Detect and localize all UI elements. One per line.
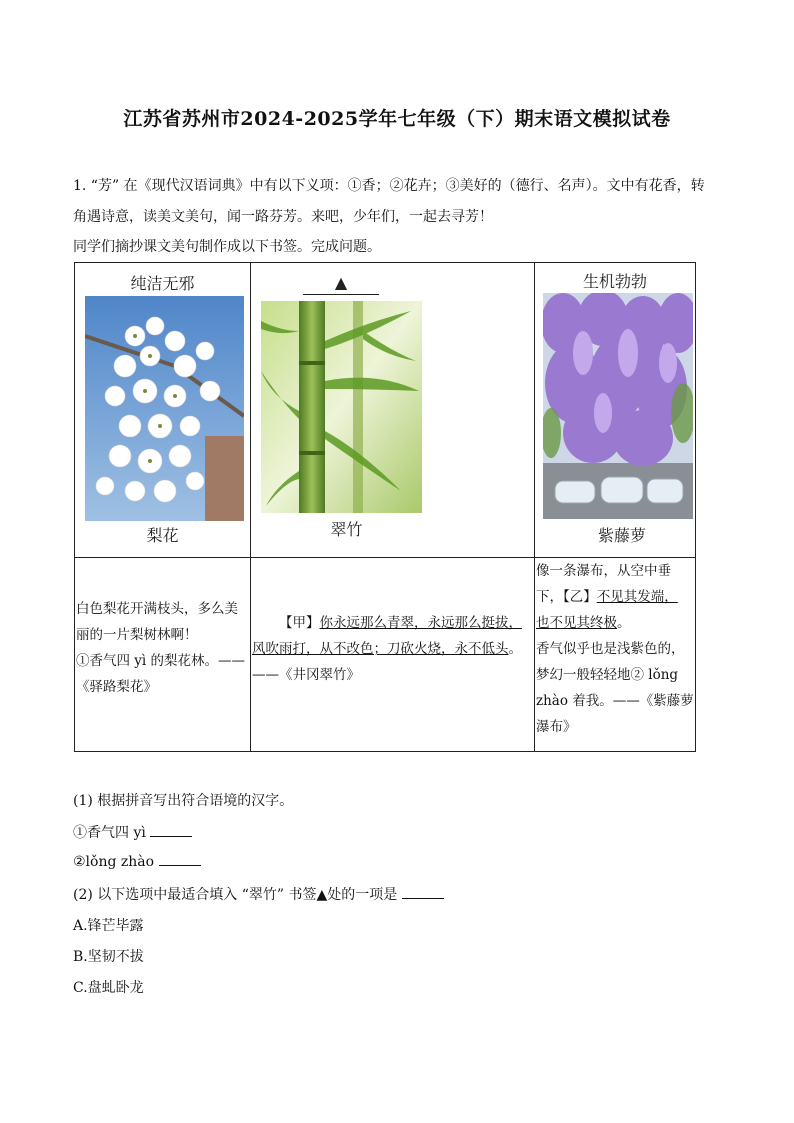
label-yi: 下，【乙】 <box>536 589 597 605</box>
bamboo-quote <box>252 610 532 688</box>
pear-blossom-photo-icon <box>85 296 244 521</box>
underlined-sentence-yi: 不见其发端， <box>596 589 678 605</box>
question1-intro-line1: 1. “芳” 在《现代汉语词典》中有以下义项：①香；②花卉；③美好的（德行、名声）。文中有花香，转 <box>73 178 705 194</box>
quote-line: zhào 着我。——《紫藤萝 <box>536 693 694 709</box>
quote-line: 丽的一片梨树林啊！ <box>76 627 198 643</box>
quote-source: ——《井冈翠竹》 <box>252 667 360 683</box>
quote-line: 香气似乎也是浅紫色的， <box>536 641 685 657</box>
quote-source: 《驿路梨花》 <box>76 679 157 695</box>
punctuation: 。 <box>617 615 631 631</box>
question-text: (2) 以下选项中最适合填入 “翠竹” 书签▲处的一项是 <box>73 887 398 903</box>
answer-blank[interactable] <box>159 853 201 866</box>
subquestion-1a <box>73 822 192 842</box>
answer-blank[interactable] <box>402 886 444 899</box>
bookmark-caption: 梨花 <box>146 526 179 545</box>
bookmark-header: 纯洁无邪 <box>130 274 195 293</box>
quote-line: ①香气四 yì 的梨花林。—— <box>76 653 246 669</box>
placeholder-triangle-icon: ▲ <box>303 273 379 295</box>
bamboo-photo-icon <box>261 301 422 513</box>
answer-blank[interactable] <box>150 824 192 837</box>
punctuation: 。 <box>508 641 522 657</box>
pinyin-prompt: ②lǒng zhào <box>73 854 155 870</box>
underlined-sentence-jia: 你永远那么青翠，永远那么挺拔， <box>319 615 522 631</box>
quote-line: 白色梨花开满枝头，多么美 <box>76 601 238 617</box>
pinyin-prompt: ①香气四 yì <box>73 825 146 841</box>
bookmark-table <box>74 262 696 752</box>
subquestion-2 <box>73 884 444 904</box>
bookmark-caption: 紫藤萝 <box>597 526 646 545</box>
bookmark-wisteria-text-cell <box>535 558 696 752</box>
wisteria-photo-icon <box>543 293 693 519</box>
bookmark-bamboo-image-cell <box>251 263 535 558</box>
underlined-sentence-yi: 也不见其终极 <box>536 615 617 631</box>
bookmark-pear-text-cell <box>75 558 251 752</box>
question1-intro-line2: 角遇诗意，读美文美句，闻一路芬芳。来吧，少年们，一起去寻芳！ <box>73 209 493 225</box>
bookmark-wisteria-image-cell <box>535 263 696 558</box>
quote-line: 梦幻一般轻轻地② lǒng <box>536 667 679 683</box>
bookmark-header: 生机勃勃 <box>582 272 647 291</box>
option-b[interactable]: B.坚韧不拔 <box>73 949 144 965</box>
subquestion-1b <box>73 853 201 870</box>
option-c[interactable]: C.盘虬卧龙 <box>73 980 144 996</box>
question1-intro-line3: 同学们摘抄课文美句制作成以下书签。完成问题。 <box>73 239 381 255</box>
bookmark-bamboo-text-cell <box>251 558 535 752</box>
underlined-sentence-jia: 风吹雨打，从不改色；刀砍火烧，永不低头 <box>252 641 509 657</box>
pear-quote <box>76 596 248 700</box>
wisteria-quote <box>536 558 694 740</box>
subquestion-1: (1) 根据拼音写出符合语境的汉字。 <box>73 793 294 809</box>
page-title: 江苏省苏州市2024-2025学年七年级（下）期末语文模拟试卷 <box>123 108 671 130</box>
bookmark-caption: 翠竹 <box>330 520 363 539</box>
quote-source: 瀑布》 <box>536 719 577 735</box>
quote-line: 像一条瀑布，从空中垂 <box>536 563 671 579</box>
label-jia: 【甲】 <box>279 615 320 631</box>
option-a[interactable]: A.锋芒毕露 <box>73 918 144 934</box>
bookmark-pear-image-cell <box>75 263 251 558</box>
